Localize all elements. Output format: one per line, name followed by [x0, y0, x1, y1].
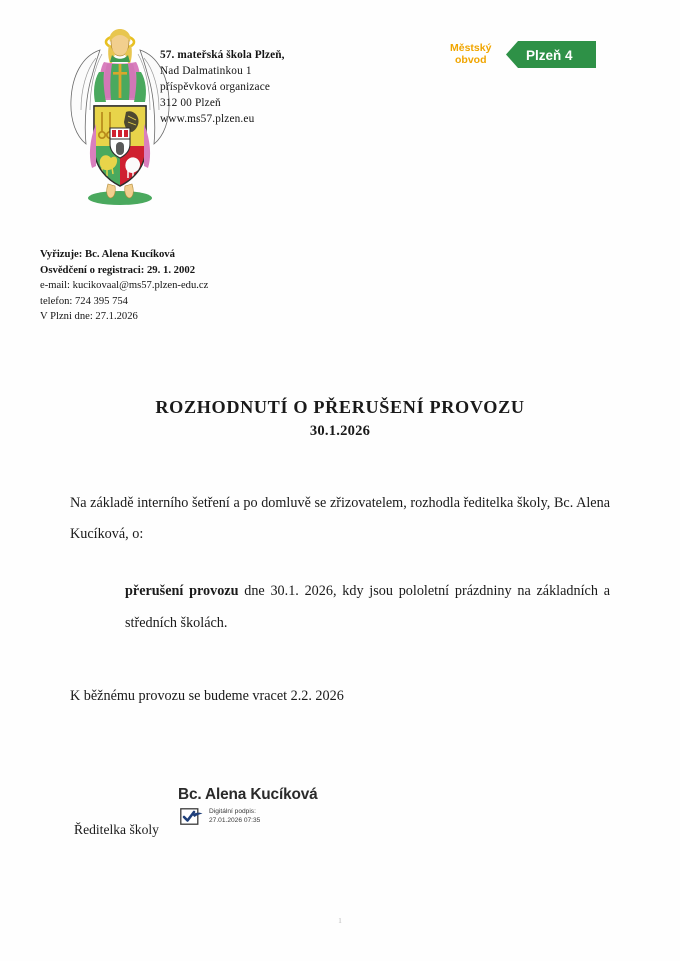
document-title-block — [0, 396, 680, 440]
svg-text:obvod: obvod — [455, 54, 487, 66]
school-name: 57. mateřská škola Plzeň, — [160, 49, 285, 61]
stamp-timestamp: 27.01.2026 07:35 — [209, 817, 261, 825]
letterhead — [0, 0, 680, 215]
meta-place-date: V Plzni dne: 27.1.2026 — [40, 311, 138, 323]
meta-phone: telefon: 724 395 754 — [40, 295, 128, 307]
title-date: 30.1.2026 — [309, 422, 371, 439]
digital-signature-checkmark-icon — [180, 808, 204, 825]
signature-block — [70, 786, 500, 856]
svg-text:Plzeň 4: Plzeň 4 — [526, 48, 573, 63]
paragraph-decision — [125, 576, 610, 638]
digital-signature-text — [209, 807, 260, 826]
paragraph-intro: Na základě interního šetření a po domluvě se zřizovatelem, rozhodla ředitelka školy, Bc. Alena Kucíková, o: — [70, 495, 610, 543]
svg-text:Městský: Městský — [450, 42, 492, 54]
meta-handled-by: Vyřizuje: Bc. Alena Kucíková — [40, 248, 175, 260]
decision-lead: přerušení provozu — [125, 583, 239, 600]
stamp-label: Digitální podpis: — [209, 808, 256, 815]
paragraph-return: K běžnému provozu se budeme vracet 2.2. 2026 — [70, 687, 344, 704]
signatory-role: Ředitelka školy — [74, 822, 159, 837]
school-street: Nad Dalmatinkou 1 — [160, 65, 252, 78]
school-website: www.ms57.plzen.eu — [160, 113, 255, 126]
school-city: 312 00 Plzeň — [160, 97, 221, 110]
page-title: ROZHODNUTÍ O PŘERUŠENÍ PROVOZU — [155, 397, 525, 417]
school-legal-form: příspěvková organizace — [160, 81, 271, 94]
document-body — [70, 488, 610, 712]
school-identity — [160, 47, 390, 127]
decision-rest: dne 30.1. 2026, kdy jsou pololetní prázdniny na základních a středních školách. — [125, 583, 610, 631]
meta-email: e-mail: kucikovaal@ms57.plzen-edu.cz — [40, 280, 209, 292]
signatory-name: Bc. Alena Kucíková — [178, 786, 318, 803]
plzen-coat-of-arms-icon — [66, 28, 174, 206]
digital-signature-stamp — [180, 807, 260, 826]
page-number: 1 — [338, 916, 342, 925]
meta-registration: Osvědčení o registraci: 29. 1. 2002 — [40, 263, 196, 276]
contact-meta-block — [40, 247, 370, 325]
district-logo-plzen-4 — [450, 38, 596, 70]
